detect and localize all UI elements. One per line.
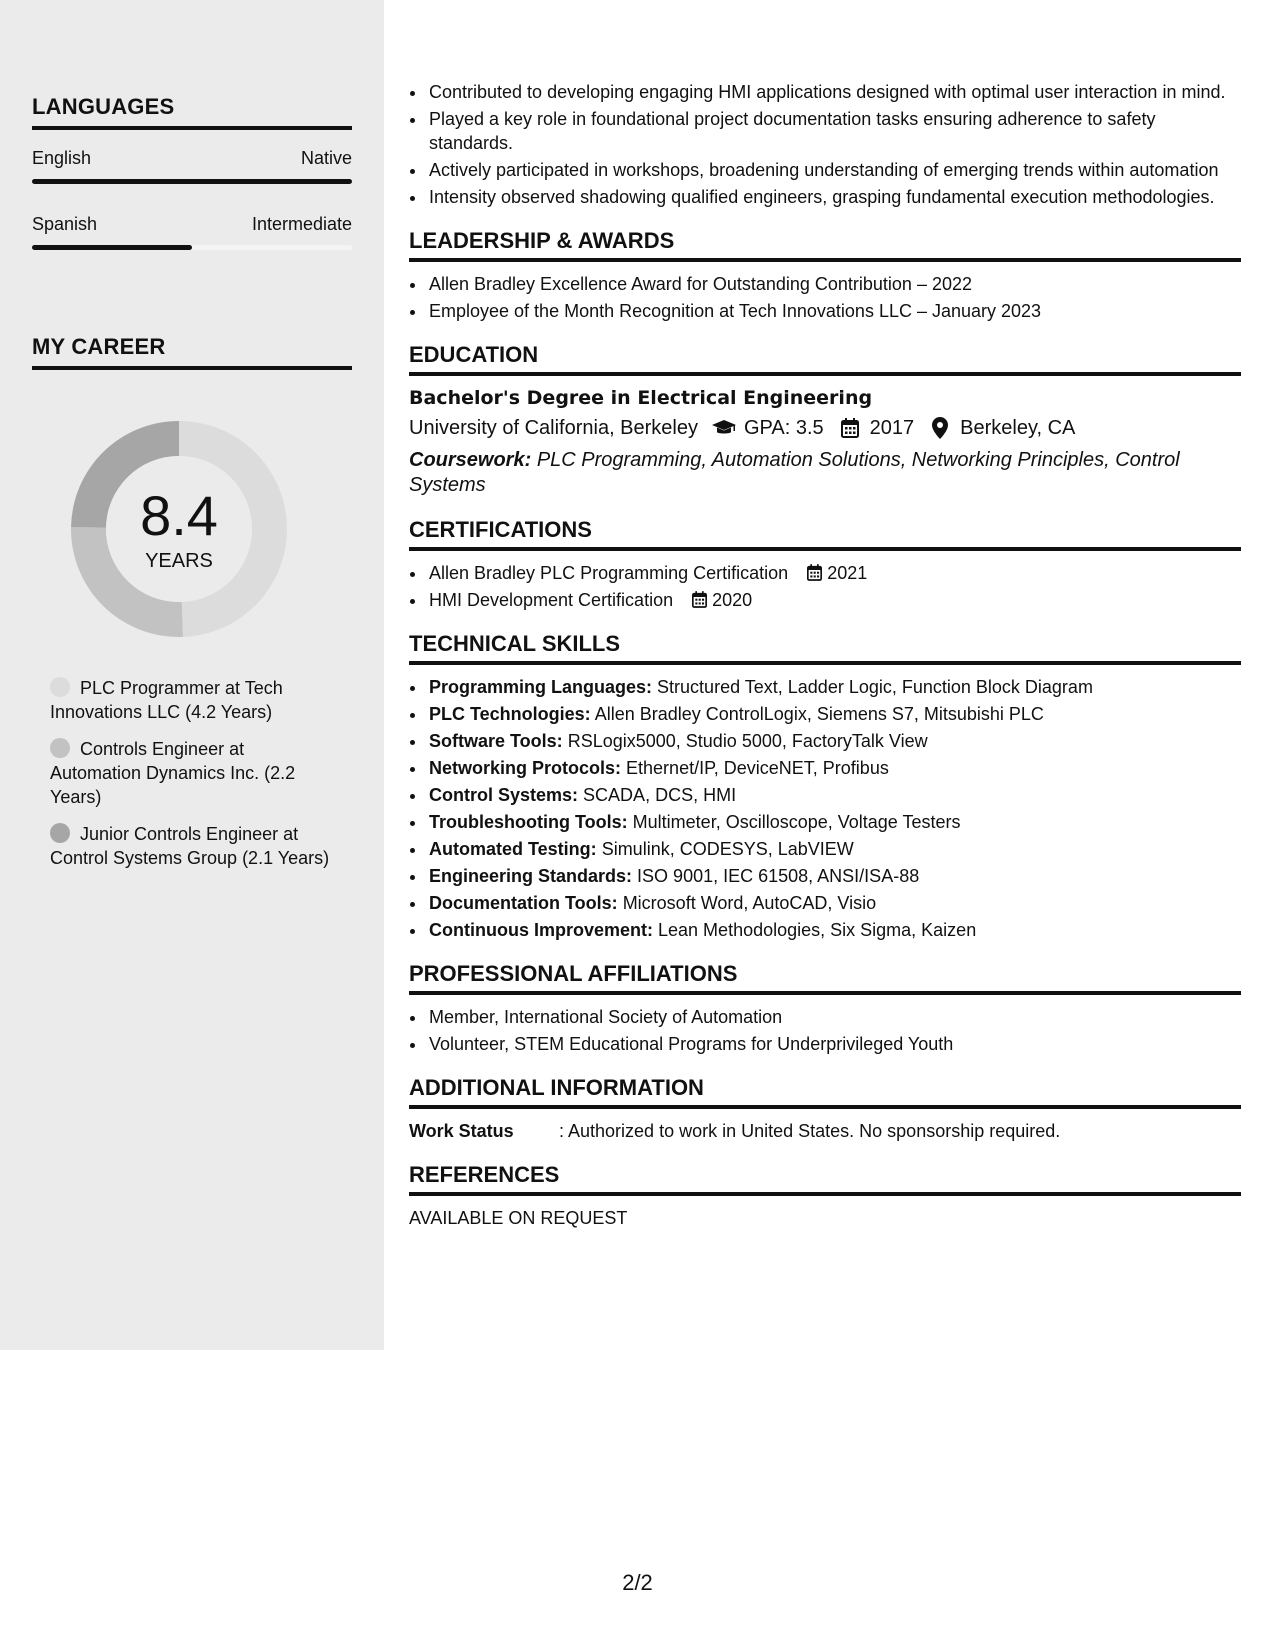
skill-value: Multimeter, Oscilloscope, Voltage Testers	[632, 812, 961, 832]
additional-info-heading: ADDITIONAL INFORMATION	[409, 1076, 1241, 1109]
certification-name: Allen Bradley PLC Programming Certification	[429, 563, 789, 583]
career-legend-label: Controls Engineer at Automation Dynamics Inc. (2.2 Years)	[50, 739, 296, 807]
affiliations-heading: PROFESSIONAL AFFILIATIONS	[409, 962, 1241, 995]
education-gpa: GPA: 3.5	[744, 417, 824, 439]
leadership-item: • Allen Bradley Excellence Award for Outstanding Contribution – 2022	[427, 272, 1241, 296]
legend-dot-icon	[50, 738, 70, 758]
language-proficiency-bar	[32, 245, 352, 250]
education-year: 2017	[869, 417, 915, 439]
career-legend-label: Junior Controls Engineer at Control Systems Group (2.1 Years)	[50, 824, 330, 868]
career-total-years: 8.4	[140, 484, 218, 547]
skill-label: Documentation Tools:	[429, 893, 618, 913]
skill-value: Ethernet/IP, DeviceNET, Profibus	[626, 758, 889, 778]
calendar-icon	[807, 563, 822, 583]
language-level: Native	[300, 148, 352, 168]
certifications-heading: CERTIFICATIONS	[409, 518, 1241, 551]
skill-label: Continuous Improvement:	[429, 920, 653, 940]
skill-label: Engineering Standards:	[429, 866, 633, 886]
leadership-heading: LEADERSHIP & AWARDS	[409, 229, 1241, 262]
experience-bullet: • Contributed to developing engaging HMI applications designed with optimal user interaction in mind.	[427, 80, 1241, 104]
leadership-item: • Employee of the Month Recognition at Tech Innovations LLC – January 2023	[427, 299, 1241, 323]
skill-label: Troubleshooting Tools:	[429, 812, 628, 832]
experience-bullets	[409, 80, 1241, 209]
skill-item	[427, 783, 1241, 807]
language-name: English	[32, 148, 92, 168]
skill-value: Lean Methodologies, Six Sigma, Kaizen	[658, 920, 977, 940]
leadership-list	[409, 272, 1241, 323]
certification-year: 2020	[712, 590, 753, 610]
calendar-icon	[838, 417, 862, 439]
language-item	[32, 148, 352, 184]
language-item	[32, 214, 352, 250]
affiliation-item: • Member, International Society of Automation	[427, 1005, 1241, 1029]
career-donut-center	[64, 414, 294, 644]
career-total-unit: YEARS	[145, 550, 213, 572]
skill-label: Automated Testing:	[429, 839, 597, 859]
education-meta	[409, 416, 1241, 440]
skill-label: Networking Protocols:	[429, 758, 622, 778]
skill-value: RSLogix5000, Studio 5000, FactoryTalk View	[567, 731, 928, 751]
skill-item	[427, 918, 1241, 942]
references-text: AVAILABLE ON REQUEST	[409, 1208, 628, 1228]
skill-label: Programming Languages:	[429, 677, 653, 697]
work-status-row	[409, 1119, 1241, 1143]
career-section	[32, 334, 352, 370]
references-heading: REFERENCES	[409, 1163, 1241, 1196]
language-proficiency-fill	[32, 245, 192, 250]
skill-label: Software Tools:	[429, 731, 563, 751]
languages-heading: LANGUAGES	[32, 94, 352, 130]
skill-item	[427, 729, 1241, 753]
page-number: 2/2	[622, 1570, 653, 1595]
legend-dot-icon	[50, 677, 70, 697]
career-legend	[50, 676, 330, 883]
skill-label: PLC Technologies:	[429, 704, 591, 724]
career-donut-chart	[64, 414, 294, 644]
skill-value: Microsoft Word, AutoCAD, Visio	[622, 893, 877, 913]
skills-heading: TECHNICAL SKILLS	[409, 632, 1241, 665]
skill-item	[427, 810, 1241, 834]
skill-value: Simulink, CODESYS, LabVIEW	[601, 839, 854, 859]
skill-item	[427, 675, 1241, 699]
work-status-value: : Authorized to work in United States. No sponsorship required.	[559, 1121, 1061, 1141]
skill-item	[427, 702, 1241, 726]
calendar-icon	[692, 590, 707, 610]
coursework-label: Coursework:	[409, 449, 532, 471]
experience-bullet: • Played a key role in foundational project documentation tasks ensuring adherence to safety standards.	[427, 107, 1241, 155]
work-status-label: Work Status	[409, 1121, 514, 1141]
education-school: University of California, Berkeley	[409, 417, 698, 439]
sidebar	[0, 0, 384, 1350]
affiliations-list	[409, 1005, 1241, 1056]
skill-item	[427, 891, 1241, 915]
career-legend-item	[50, 822, 330, 870]
experience-bullet: • Actively participated in workshops, broadening understanding of emerging trends within automation	[427, 158, 1241, 182]
education-coursework	[409, 448, 1241, 498]
languages-section	[32, 94, 352, 250]
skill-value: SCADA, DCS, HMI	[583, 785, 737, 805]
skill-value: Allen Bradley ControlLogix, Siemens S7, Mitsubishi PLC	[594, 704, 1044, 724]
skill-item	[427, 756, 1241, 780]
career-legend-item	[50, 737, 330, 809]
legend-dot-icon	[50, 823, 70, 843]
language-proficiency-bar	[32, 179, 352, 184]
skill-value: ISO 9001, IEC 61508, ANSI/ISA-88	[637, 866, 920, 886]
certification-year: 2021	[827, 563, 868, 583]
certification-item	[427, 561, 1241, 585]
career-legend-item	[50, 676, 330, 724]
graduation-cap-icon	[712, 417, 736, 439]
career-legend-label: PLC Programmer at Tech Innovations LLC (4.2 Years)	[50, 678, 283, 722]
education-location: Berkeley, CA	[960, 417, 1076, 439]
language-name: Spanish	[32, 214, 98, 234]
education-degree: Bachelor's Degree in Electrical Engineering	[409, 387, 873, 409]
language-proficiency-fill	[32, 179, 352, 184]
certification-item	[427, 588, 1241, 612]
skill-label: Control Systems:	[429, 785, 579, 805]
career-heading: MY CAREER	[32, 334, 352, 370]
education-heading: EDUCATION	[409, 343, 1241, 376]
map-pin-icon	[928, 417, 952, 439]
skill-value: Structured Text, Ladder Logic, Function Block Diagram	[657, 677, 1093, 697]
affiliation-item: • Volunteer, STEM Educational Programs for Underprivileged Youth	[427, 1032, 1241, 1056]
language-level: Intermediate	[251, 214, 352, 234]
certifications-list	[409, 561, 1241, 612]
skills-list	[409, 675, 1241, 942]
certification-name: HMI Development Certification	[429, 590, 674, 610]
experience-bullet: • Intensity observed shadowing qualified engineers, grasping fundamental execution methodologies.	[427, 185, 1241, 209]
skill-item	[427, 837, 1241, 861]
skill-item	[427, 864, 1241, 888]
coursework-text: PLC Programming, Automation Solutions, Networking Principles, Control Systems	[409, 449, 1180, 496]
main-content	[409, 80, 1241, 1230]
